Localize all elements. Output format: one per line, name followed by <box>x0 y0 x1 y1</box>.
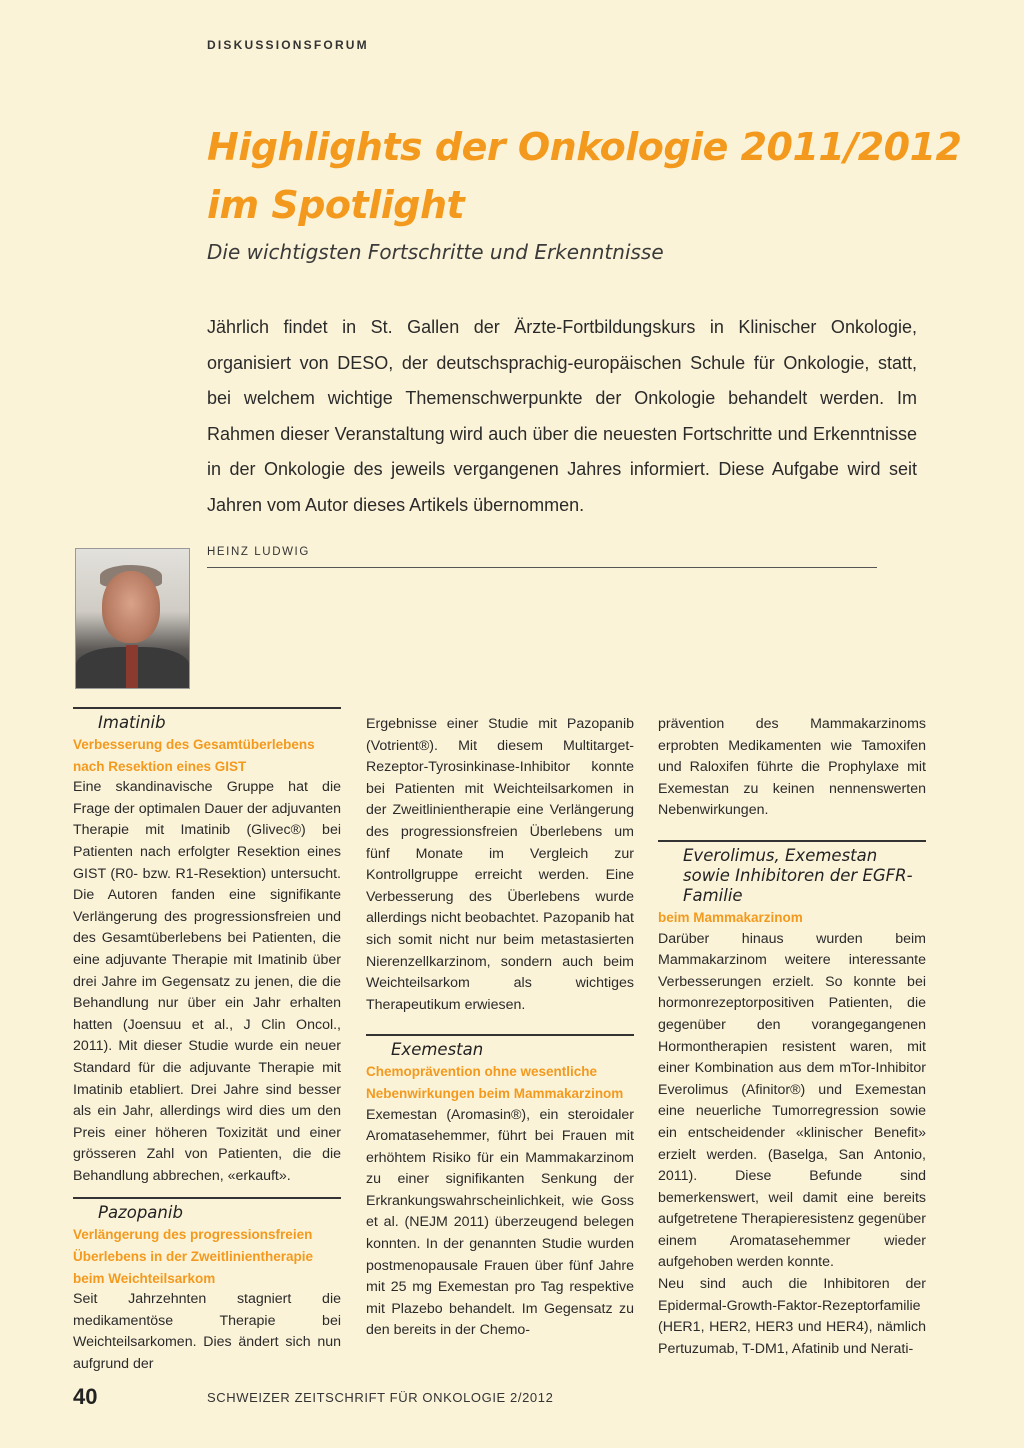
article-lead: Jährlich findet in St. Gallen der Ärzte-Fortbildungskurs in Klinischer Onkologie, organisiert von DESO, der deutschsprachig-europäischen Schule für Onkologie, statt, bei welchem wichtige Themenschwerpunkte der Onkologie behandelt werden. Im Rahmen dieser Veranstaltung wird auch über die neuesten Fortschritte und Erkenntnisse in der Onkologie des jeweils vergangenen Jahres informiert. Diese Aufgabe wird seit Jahren vom Autor dieses Artikels übernommen. <box>207 317 917 515</box>
photo-tie <box>126 645 138 688</box>
section-subheading: Verlängerung des progressionsfreien Überlebens in der Zweitlinientherapie beim Weichteilsarkom <box>73 1227 314 1286</box>
section-subheading: beim Mammakarzinom <box>658 909 803 925</box>
section-pazopanib <box>73 1197 341 1223</box>
author-photo <box>75 548 190 689</box>
section-heading: Pazopanib <box>98 1203 183 1223</box>
page-number: 40 <box>73 1384 98 1409</box>
author-name: HEINZ LUDWIG <box>207 546 310 558</box>
section-body: Seit Jahrzehnten stagniert die medikamentöse Therapie bei Weichteilsarkomen. Dies ändert sich nun aufgrund der <box>73 1291 341 1373</box>
section-body: Neu sind auch die Inhibitoren der Epidermal-Growth-Faktor-Rezeptorfamilie (HER1, HER2, HER3 und HER4), nämlich Pertuzumab, T-DM1, Afatinib und Nerati- <box>658 1276 926 1357</box>
section-heading: Imatinib <box>98 713 166 732</box>
title-line-1: Highlights der Onkologie 2011/2012 <box>207 125 962 169</box>
section-body: Darüber hinaus wurden beim Mammakarzinom weitere interessante Verbesserungen erzielt. So konnte bei hormonrezeptorpositiven Patienten, die gegenüber den vorangegangenen Hormontherapien resistent waren, mit einer Kombination aus dem mTor-Inhibitor Everolimus (Afinitor®) und Exemestan eine neuerliche Tumorregression sowie ein entscheidender «klinischer Benefit» erzielt werden. (Baselga, San Antonio, 2011). Diese Befunde sind bemerkenswert, weil damit eine bereits aufgetretene Therapieresistenz gegenüber einem Aromatasehemmer wieder aufgehoben werden konnte. <box>658 930 926 1271</box>
section-heading: Exemestan <box>391 1040 484 1060</box>
column-3 <box>658 714 926 1360</box>
author-divider <box>207 567 877 568</box>
section-imatinib <box>73 707 341 733</box>
section-everolimus <box>658 840 926 906</box>
section-label: DISKUSSIONSFORUM <box>207 38 369 52</box>
section-subheading: Verbesserung des Gesamtüberlebens nach Resektion eines GIST <box>73 737 315 774</box>
section-subheading: Chemoprävention ohne wesentliche Nebenwirkungen beim Mammakarzinom <box>366 1064 624 1101</box>
column-2 <box>366 714 634 1342</box>
section-body: Eine skandinavische Gruppe hat die Frage der optimalen Dauer der adjuvanten Therapie mit Imatinib (Glivec®) bei Patienten nach erfolgter Resektion eines GIST (R0- bzw. R1-Resektion) untersucht. Die Autoren fanden eine signifikante Verlängerung des progressionsfreien und des Gesamtüberlebens bei Patienten, die eine adjuvante Therapie mit Imatinib über drei Jahre im Gegensatz zu jenen, die die Behandlung nur über ein Jahr erhalten hatten (Joensuu et al., J Clin Oncol., 2011). Mit dieser Studie wurde ein neuer Standard für die adjuvante Therapie mit Imatinib etabliert. Drei Jahre sind besser als ein Jahr, allerdings wird dies um den Preis einer höheren Toxizität und einer grösseren Zahl von Patienten, die die Behandlung abbrechen, «erkauft». <box>73 779 341 1184</box>
section-body-continued: Ergebnisse einer Studie mit Pazopanib (Votrient®). Mit diesem Multitarget-Rezeptor-Tyrosinkinase-Inhibitor konnte bei Patienten mit Weichteilsarkomen in der Zweitlinientherapie eine Verlängerung des progressionsfreien Überlebens um fünf Monate im Vergleich zur Kontrollgruppe erreicht werden. Eine Verbesserung des Überlebens wurde allerdings nicht beobachtet. Pazopanib hat sich somit nicht nur beim metastasierten Nierenzellkarzinom, sondern auch beim Weichteilsarkom als wichtiges Therapeutikum erwiesen. <box>366 716 634 1013</box>
section-heading: Everolimus, Exemestan sowie Inhibitoren der EGFR-Familie <box>683 845 913 905</box>
section-exemestan <box>366 1034 634 1060</box>
section-body-continued: prävention des Mammakarzinoms erprobten Medikamenten wie Tamoxifen und Raloxifen führte die Prophylaxe mit Exemestan zu keinen nennenswerten Nebenwirkungen. <box>658 716 926 819</box>
article-subtitle: Die wichtigsten Fortschritte und Erkenntnisse <box>207 240 664 264</box>
journal-name: SCHWEIZER ZEITSCHRIFT FÜR ONKOLOGIE 2/2012 <box>207 1390 554 1405</box>
photo-face <box>102 571 160 643</box>
article-title <box>207 118 987 234</box>
section-body: Exemestan (Aromasin®), ein steroidaler Aromatasehemmer, führt bei Frauen mit erhöhtem Risiko für ein Mammakarzinom zu einer signifikanten Senkung der Erkrankungswahrscheinlichkeit, wie Goss et al. (NEJM 2011) überzeugend belegen konnten. In der genannten Studie wurden postmenopausale Frauen über fünf Jahre mit 25 mg Exemestan pro Tag respektive mit Plazebo behandelt. Im Gegensatz zu den bereits in der Chemo- <box>366 1106 634 1339</box>
column-1 <box>73 707 341 1376</box>
title-line-2: im Spotlight <box>207 183 465 227</box>
